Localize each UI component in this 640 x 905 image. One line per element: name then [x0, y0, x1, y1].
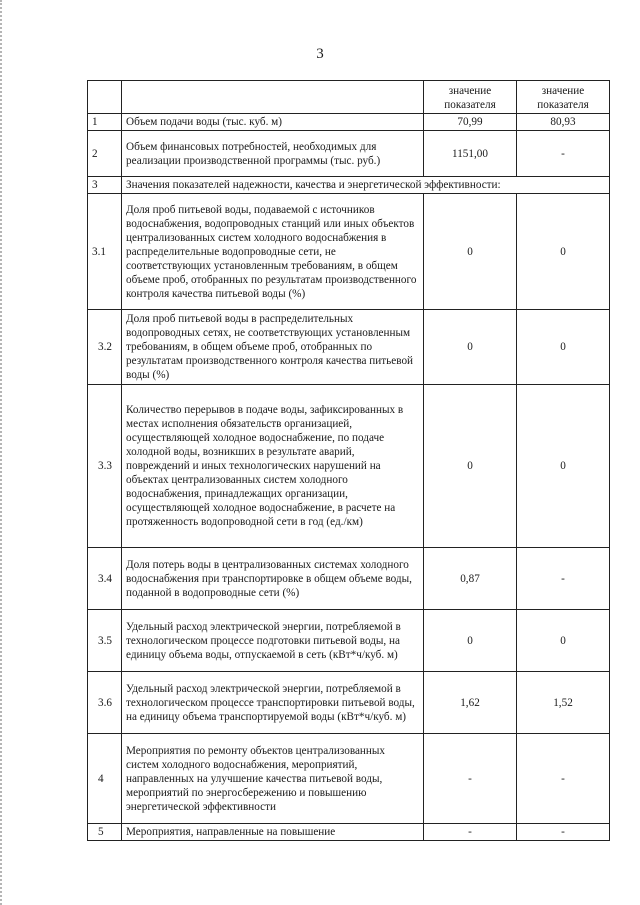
row-value-1: 0 — [424, 610, 517, 672]
row-description: Мероприятия по ремонту объектов централизованных систем холодного водоснабжения, мероприятий, направленных на улучшение качества питьевой воды, мероприятий по энергосбережению и повышению энергетической эффективности — [122, 734, 424, 824]
table-row — [88, 672, 610, 734]
header-cell-value-1: значение показателя — [424, 81, 517, 114]
row-value-2: - — [517, 131, 610, 177]
row-value-1: 0 — [424, 385, 517, 548]
page-number: 3 — [316, 46, 324, 62]
row-value-1: - — [424, 824, 517, 841]
table-header-row — [88, 81, 610, 114]
scan-edge — [0, 0, 5, 905]
row-description: Объем подачи воды (тыс. куб. м) — [122, 114, 424, 131]
row-value-2: 0 — [517, 385, 610, 548]
table-row — [88, 114, 610, 131]
row-number: 1 — [88, 114, 122, 131]
table-row — [88, 734, 610, 824]
row-value-1: 1151,00 — [424, 131, 517, 177]
row-number: 3.5 — [88, 610, 122, 672]
row-description: Доля проб питьевой воды, подаваемой с источников водоснабжения, водопроводных станций или иных объектов централизованных систем холодного водоснабжения в распределительные водопроводные сети, не соответствующих установленным требованиям, в общем объеме проб, отобранных по результатам производственного контроля качества питьевой воды (%) — [122, 194, 424, 310]
row-number: 3.6 — [88, 672, 122, 734]
table-row — [88, 548, 610, 610]
table-row — [88, 131, 610, 177]
row-description: Доля проб питьевой воды в распределительных водопроводных сетях, не соответствующих установленным требованиям, в общем объеме проб, отобранных по результатам производственного контроля качества питьевой воды (%) — [122, 310, 424, 385]
row-number: 3.1 — [88, 194, 122, 310]
row-value-1: 0 — [424, 194, 517, 310]
row-number: 5 — [88, 824, 122, 841]
row-description: Количество перерывов в подаче воды, зафиксированных в местах исполнения обязательств организацией, осуществляющей холодное водоснабжение, по подаче холодной воды, возникших в результате аварий, повреждений и иных технологических нарушений на объектах централизованных систем холодного водоснабжения, принадлежащих организации, осуществляющей холодное водоснабжение, в расчете на протяженность водопроводной сети в год (ед./км) — [122, 385, 424, 548]
row-value-1: 0 — [424, 310, 517, 385]
row-value-2: - — [517, 548, 610, 610]
table-row — [88, 310, 610, 385]
row-value-1: 0,87 — [424, 548, 517, 610]
row-number: 2 — [88, 131, 122, 177]
row-description: Объем финансовых потребностей, необходимых для реализации производственной программы (тыс. руб.) — [122, 131, 424, 177]
row-number: 3 — [88, 177, 122, 194]
table-row — [88, 610, 610, 672]
row-description: Доля потерь воды в централизованных системах холодного водоснабжения при транспортировке в общем объеме воды, поданной в водопроводные сети (%) — [122, 548, 424, 610]
row-value-1: - — [424, 734, 517, 824]
row-description: Удельный расход электрической энергии, потребляемой в технологическом процессе подготовки питьевой воды, на единицу объема воды, отпускаемой в сеть (кВт*ч/куб. м) — [122, 610, 424, 672]
row-number: 3.4 — [88, 548, 122, 610]
row-description: Значения показателей надежности, качества и энергетической эффективности: — [122, 177, 610, 194]
table-row — [88, 824, 610, 841]
row-value-1: 70,99 — [424, 114, 517, 131]
header-cell-value-2: значение показателя — [517, 81, 610, 114]
row-description: Удельный расход электрической энергии, потребляемой в технологическом процессе транспортировки питьевой воды, на единицу объема транспортируемой воды (кВт*ч/куб. м) — [122, 672, 424, 734]
row-number: 3.3 — [88, 385, 122, 548]
indicators-table — [87, 80, 610, 841]
row-value-2: 0 — [517, 194, 610, 310]
table-row — [88, 177, 610, 194]
header-cell-desc — [122, 81, 424, 114]
row-value-2: - — [517, 734, 610, 824]
table-row — [88, 194, 610, 310]
row-number: 4 — [88, 734, 122, 824]
table-row — [88, 385, 610, 548]
row-value-1: 1,62 — [424, 672, 517, 734]
row-value-2: 0 — [517, 610, 610, 672]
row-value-2: 1,52 — [517, 672, 610, 734]
row-description: Мероприятия, направленные на повышение — [122, 824, 424, 841]
row-value-2: 80,93 — [517, 114, 610, 131]
header-cell-num — [88, 81, 122, 114]
row-value-2: 0 — [517, 310, 610, 385]
row-value-2: - — [517, 824, 610, 841]
row-number: 3.2 — [88, 310, 122, 385]
